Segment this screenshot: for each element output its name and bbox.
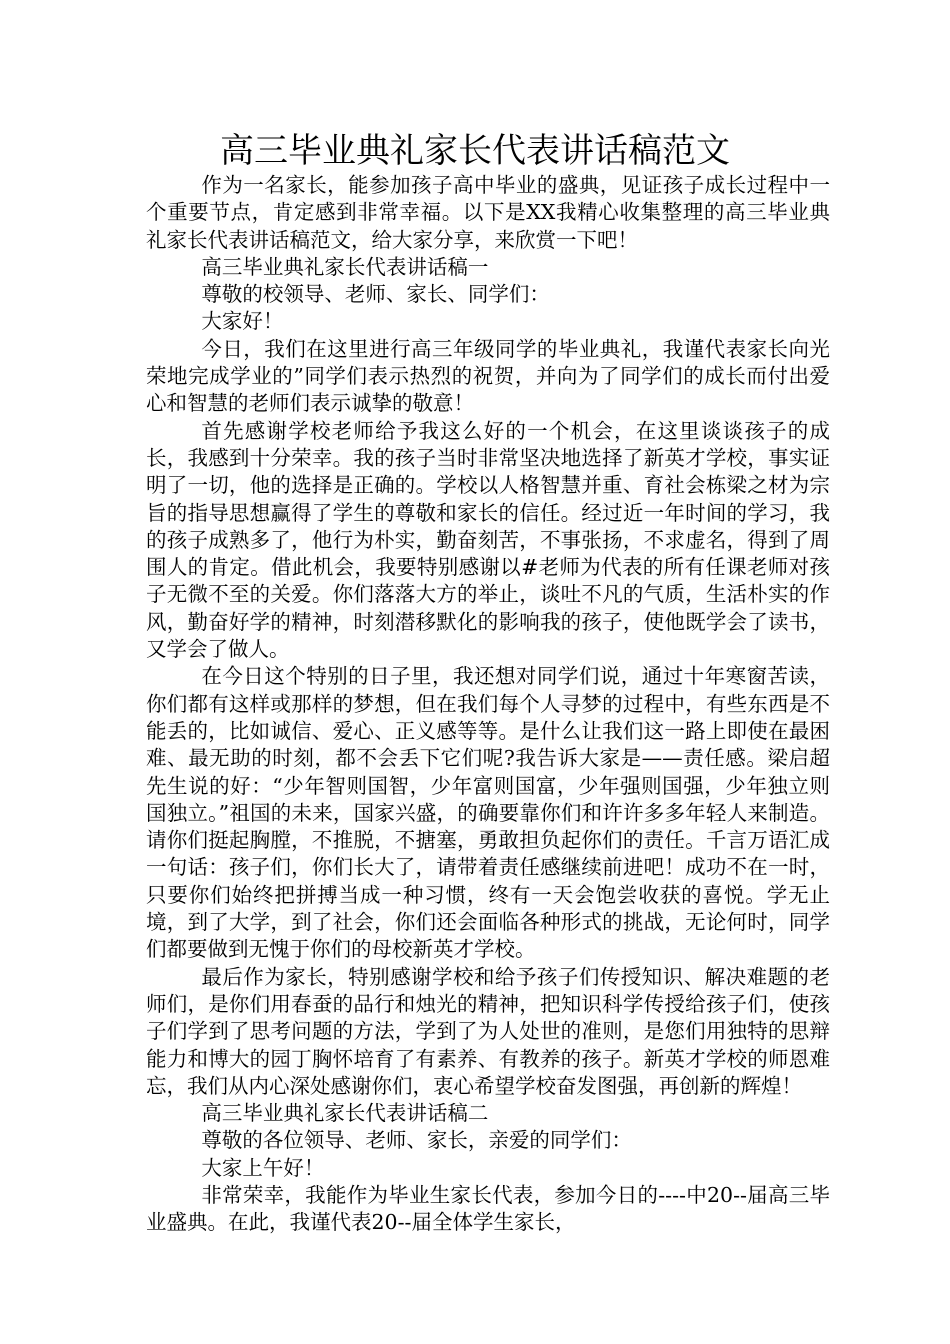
greeting: 大家好！ <box>201 309 284 334</box>
salutation: 尊敬的各位领导、老师、家长，亲爱的同学们： <box>201 1128 632 1153</box>
intro-paragraph: 作为一名家长，能参加孩子高中毕业的盛典，见证孩子成长过程中一个重要节点，肯定感到非常幸福。以下是XX我精心收集整理的高三毕业典礼家长代表讲话稿范文，给大家分享，来欣赏一下吧！ <box>146 173 830 252</box>
section-heading-speech-one: 高三毕业典礼家长代表讲话稿一 <box>201 254 489 279</box>
document-title: 高三毕业典礼家长代表讲话稿范文 <box>220 131 730 171</box>
section-heading-speech-two: 高三毕业典礼家长代表讲话稿二 <box>201 1101 489 1126</box>
greeting: 大家上午好！ <box>201 1155 325 1180</box>
body-paragraph: 首先感谢学校老师给予我这么好的一个机会，在这里谈谈孩子的成长，我感到十分荣幸。我的孩子当时非常坚决地选择了新英才学校，事实证明了一切，他的选择是正确的。学校以人格智慧并重、育社会栋梁之材为宗旨的指导思想赢得了学生的尊敬和家长的信任。经过近一年时间的学习，我的孩子成熟多了，他行为朴实，勤奋刻苦，不事张扬，不求虚名，得到了周围人的肯定。借此机会，我要特别感谢以#老师为代表的所有任课老师对孩子无微不至的关爱。你们落落大方的举止，谈吐不凡的气质，生活朴实的作风，勤奋好学的精神，时刻潜移默化的影响我的孩子，使他既学会了读书，又学会了做人。 <box>146 418 830 662</box>
document-body <box>146 172 830 1237</box>
body-paragraph: 非常荣幸，我能作为毕业生家长代表，参加今日的----中20--届高三毕业盛典。在此，我谨代表20--届全体学生家长， <box>146 1182 830 1235</box>
body-paragraph: 最后作为家长，特别感谢学校和给予孩子们传授知识、解决难题的老师们，是你们用春蚕的品行和烛光的精神，把知识科学传授给孩子们，使孩子们学到了思考问题的方法，学到了为人处世的准则，是您们用独特的思辩能力和博大的园丁胸怀培育了有素养、有教养的孩子。新英才学校的师恩难忘，我们从内心深处感谢你们，衷心希望学校奋发图强，再创新的辉煌！ <box>146 964 830 1098</box>
body-paragraph: 在今日这个特别的日子里，我还想对同学们说，通过十年寒窗苦读，你们都有这样或那样的梦想，但在我们每个人寻梦的过程中，有些东西是不能丢的，比如诚信、爱心、正义感等等。是什么让我们这一路上即使在最困难、最无助的时刻，都不会丢下它们呢?我告诉大家是——责任感。梁启超先生说的好：“少年智则国智，少年富则国富，少年强则国强，少年独立则国独立。”祖国的未来，国家兴盛，的确要靠你们和许许多多年轻人来制造。请你们挺起胸膛，不推脱，不搪塞，勇敢担负起你们的责任。千言万语汇成一句话：孩子们，你们长大了，请带着责任感继续前进吧！成功不在一时，只要你们始终把拼搏当成一种习惯，终有一天会饱尝收获的喜悦。学无止境，到了大学，到了社会，你们还会面临各种形式的挑战，无论何时，同学们都要做到无愧于你们的母校新英才学校。 <box>146 664 830 962</box>
salutation: 尊敬的校领导、老师、家长、同学们： <box>201 282 550 307</box>
body-paragraph: 今日，我们在这里进行高三年级同学的毕业典礼，我谨代表家长向光荣地完成学业的”同学们表示热烈的祝贺，并向为了同学们的成长而付出爱心和智慧的老师们表示诚挚的敬意！ <box>146 336 830 416</box>
